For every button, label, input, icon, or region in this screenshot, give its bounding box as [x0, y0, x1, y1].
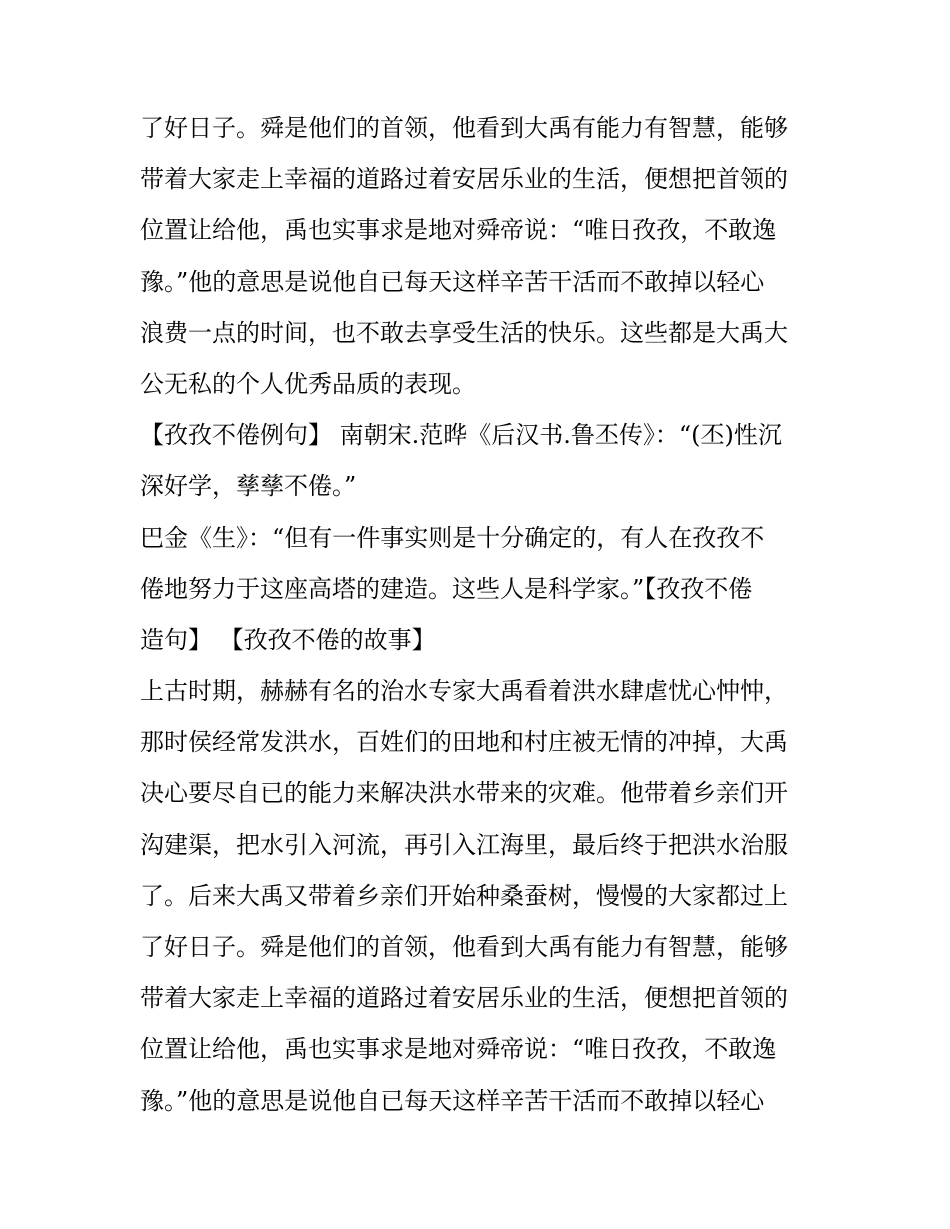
text-line: 了。后来大禹又带着乡亲们开始种桑蚕树，慢慢的大家都过上: [140, 881, 788, 910]
text-line: 带着大家走上幸福的道路过着安居乐业的生活，便想把首领的: [140, 984, 788, 1013]
text-line: 倦地努力于这座高塔的建造。这些人是科学家。”【孜孜不倦: [140, 574, 753, 603]
example-heading-line: 【孜孜不倦例句】 南朝宋.范晔《后汉书.鲁丕传》：“(丕)性沉: [140, 421, 782, 450]
text-line: 公无私的个人优秀品质的表现。: [140, 369, 476, 398]
text-line: 深好学，孳孳不倦。”: [140, 472, 357, 501]
text-line: 豫。”他的意思是说他自已每天这样辛苦干活而不敢掉以轻心: [140, 267, 765, 296]
text-line: 了好日子。舜是他们的首领，他看到大禹有能力有智慧，能够: [140, 933, 788, 961]
document-body: [140, 103, 830, 1127]
text-line: 那时侯经常发洪水，百姓们的田地和村庄被无情的冲掉，大禹: [140, 728, 788, 757]
text-line: 沟建渠，把水引入河流，再引入江海里，最后终于把洪水治服: [140, 830, 788, 859]
text-line: 位置让给他，禹也实事求是地对舜帝说：“唯日孜孜，不敢逸: [140, 1035, 777, 1064]
text-line: 带着大家走上幸福的道路过着安居乐业的生活，便想把首领的: [140, 165, 788, 194]
text-line: 了好日子。舜是他们的首领，他看到大禹有能力有智慧，能够: [140, 114, 788, 142]
text-line: 巴金《生》：“但有一件事实则是十分确定的，有人在孜孜不: [140, 523, 765, 552]
text-line: 浪费一点的时间，也不敢去享受生活的快乐。这些都是大禹大: [140, 318, 788, 347]
text-line: 位置让给他，禹也实事求是地对舜帝说：“唯日孜孜，不敢逸: [140, 216, 777, 245]
story-heading-line: 造句】 【孜孜不倦的故事】: [140, 625, 436, 654]
text-line: 上古时期，赫赫有名的治水专家大禹看着洪水肆虐忧心忡忡，: [140, 677, 788, 706]
text-line: 豫。”他的意思是说他自已每天这样辛苦干活而不敢掉以轻心: [140, 1086, 765, 1115]
text-line: 决心要尽自已的能力来解决洪水带来的灾难。他带着乡亲们开: [140, 779, 788, 808]
